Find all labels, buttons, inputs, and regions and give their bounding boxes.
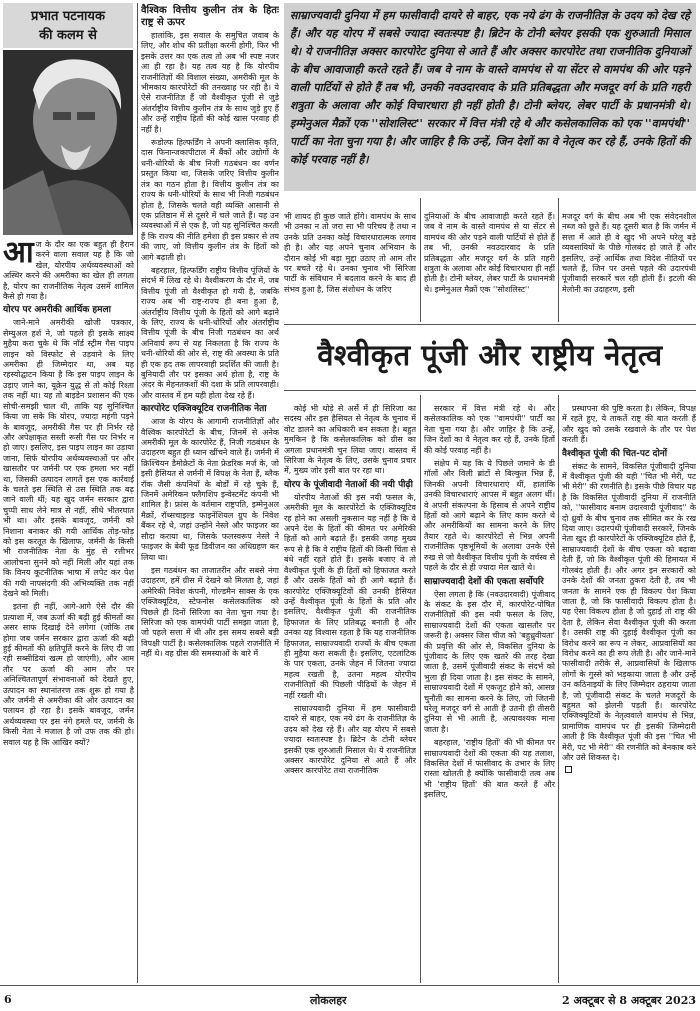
paragraph: जाने-माने अमरीकी खोजी पत्रकार, सेम्युअल हर्श ने, जो पहले ही इसके साक्ष्य मुहैया करा चुके थे कि नॉर्ड स्ट्रीम गैस पाइप लाइन को विस्फोट से उड़वाने के लिए अमरीका ही जिम्मेदार था, अब यह रहस्योद्घाटन किया है कि इस पाइप लाइन के उड़ाए जाने का, यूक्रेन युद्ध से तो कोई रिश्ता तक नहीं था। यह तो बाइडेन प्रशासन की एक सोची-समझी चाल थी, ताकि यह सुनिश्चित किया जा सके कि योरप, ज्यादा महंगी पड़ने के बावजूद, अमरीकी गैस पर ही निर्भर रहे और अपेक्षाकृत सस्ती रूसी गैस पर निर्भर न हो जाए। इसलिए, इस पाइप लाइन का उड़ाया जाना, सिर्फ योरपीय अर्थव्यवस्थाओं पर और खासतौर पर जर्मनी पर एक हमला भर नहीं था, जिसकी उत्पादन लागतें इस एक कार्रवाई के चलते इस स्थिति से उस स्थिति तक बढ़ जाने वाली थीं; यह खुद जर्मन सरकार द्वारा चुप्पी साध लेने मात्र से नहीं, सीधे भीतरघात भी था। और इसके बावजूद, जर्मनी को निशाना बनाकर की गयी आर्थिक तोड़-फोड़ को इस करतूत के खिलाफ, जर्मनी के किसी भी राजनीतिक नेता के मुंह से रत्तीभर आलोचना सुनने को नहीं मिली और यहां तक कि विनय कूटनीतिक भाषा में लपेट कर पेश की गयी नापसंदगी की अभिव्यक्ति तक नहीं देखने को मिली। bbox=[3, 318, 134, 598]
issue-date: 2 अक्टूबर से 8 अक्टूबर 2023 bbox=[562, 994, 696, 1007]
paragraph: ऐसा लगता है कि (नवउदारवादी) पूंजीवाद के संकट के इस दौर में, कारपोरेट-पोषित राजनीतिज्ञों की इस नयी फसल के लिए, साम्राज्यवादी देशों की एकता खासतौर पर जरूरी है। अक्सर जिस चीज को 'बहुध्रुवीयता' की प्रवृत्ति की ओर से, विकसित दुनिया के पूंजीवाद के लिए एक खतरे की तरह देखा जाता है, उसमें पूंजीवादी संकट के संदर्भ को भुला ही दिया जाता है। इस संकट के सामने, साम्राज्यवादी देशों में एकजुट होने को, आसन्न चुनौती का सामना करने के लिए, जो जितनी घरेलू मजदूर वर्ग से आती है उतनी ही तीसरी दुनिया से भी आती है, अत्यावश्यक माना जाता है। bbox=[424, 589, 555, 734]
paragraph: संक्षेप में यह कि ये पिछले जमाने के डी गॉलों और विली ब्रांटों से बिल्कुल भिन्न हैं, जिनकी अपनी विचारधाराएं थीं, हालांकि उनकी विचारधाराएं आपस में बहुत अलग थीं। वे अपनी संकल्पना के हिसाब से अपने राष्ट्रीय हितों को आगे बढ़ाने के लिए काम करते थे और अमरीकियों का सामना करने के लिए तैयार रहते थे। कारपोरेटों से भिन्न अपनी राजनीतिक पृष्ठभूमियों के अलावा उनके ऐसे रुख से जो वैश्वीकृत वित्तीय पूंजी के वर्चस्व से पहले के दौर से ही ज्यादा मेल खाते थे। bbox=[424, 459, 555, 573]
pull-quote: साम्राज्यवादी दुनिया में हम फासीवादी दायरे से बाहर, एक नये ढंग के राजनीतिज्ञ के उदय को देख रहे हैं। और यह योरप में सबसे ज्यादा स्वतःस्पष्ट है। ब्रिटेन के टोनी ब्लेयर इसकी एक शुरुआती मिसाल थे। ये राजनीतिज्ञ अक्सर कारपोरेट दुनिया से आते हैं और अक्सर कारपोरेट तथा राजनीतिक दुनियाओं के बीच आवाजाही करते रहते हैं। जब वे नाम के वास्ते वामपंथ से या सेंटर से वामपंथ की ओर पड़ने वाली पार्टियों से होते हैं तब भी, उनकी नवउदारवाद के प्रति प्रतिबद्धता और मजदूर वर्ग के प्रति गहरी शत्रुता के अलावा और कोई विचारधारा ही नहीं होती है। टोनी ब्लेयर, लेबर पार्टी के प्रधानमंत्री थे। इम्मेनुअल मैक्रों एक ''सोशलिस्ट'' सरकार में वित्त मंत्री रहे थे और कसेलकालिक को एक ''वामपंथी'' पार्टी का नेता चुना गया है। और जाहिर है कि उन्हें, जिन देशों का वे नेतृत्व कर रहे हैं, उनके हितों की कोई परवाह नहीं है। bbox=[284, 3, 696, 191]
portrait-image bbox=[3, 50, 133, 235]
end-mark-icon bbox=[565, 766, 572, 773]
author-byline: की कलम से bbox=[39, 28, 97, 43]
paragraph: कोई भी थोड़े से अर्से में ही सिरिजा का सदस्य और इस हैसियत से नेतृत्व के चुनाव में वोट डालने का अधिकारी बन सकता है। बहुत मुमकिन है कि कसेलकालिक को ग्रीस का अगला प्रधानमंत्री चुन लिया जाए। वास्तव में सिरिजा के नेतृत्व के लिए, उसके चुनाव प्रचार में, मुख्य जोर इसी बात पर रहा था। bbox=[284, 404, 416, 476]
author-box bbox=[3, 3, 133, 48]
paragraph: इस गठबंधन का ताजातरीन और सबसे नंगा उदाहरण, हमें ग्रीस में देखने को मिलता है, जहां अमेरिकी निवेश कंपनी, गोल्डमैन साक्स के एक एक्जिक्यूटिव, स्टेफनोस कसेलकालिक को पिछले ही दिनों सिरिजा का नेता चुना गया है। सिरिजा को एक वामपंथी पार्टी समझा जाता है, जो पहले सत्ता में थी और इस समय सबसे बड़ी विपक्षी पार्टी है। कसेलकालिक पहले राजनीति में नहीं थे। वह ग्रीस की समस्याओं के बारे में bbox=[141, 565, 279, 659]
paragraph: संकट के सामने, विकसित पूंजीवादी दुनिया में वैश्वीकृत पूंजी की यही ''चित भी मेरी, पट भी मेरी'' की रणनीति है। इसके पीछे विचार यह है कि विकसित पूंजीवादी दुनिया में राजनीति को, ''फासीवाद बनाम उदारवादी पूंजीवाद'' के दो ध्रुवों के बीच चुनाव तक सीमित कर के रख दिया जाए। उदारपंथी पूंजीवादी सरकारें, जिनके नेता खुद ही कारपोरेटों के एक्जिक्यूटिव होते हैं, साम्राज्यवादी देशों के बीच एकता को बढ़ावा देती हैं, जो कि वैश्वीकृत पूंजी की हिमायत में गोलबंद होती हैं। और अगर इन सरकारों को उनके देशों की जनता ठुकरा देती है, तब भी जनता के सामने एक ही विकल्प पेश किया जाता है, जो कि फासीवादी विकल्प होता है। यह ऐसा विकल्प होता है जो दुहाई तो राष्ट्र की देता है, लेकिन सेवा वैश्वीकृत पूंजी की करता है। उसकी राष्ट्र की दुहाई वैश्वीकृत पूंजी का विरोध करने का रूप न लेकर, आप्रवासियों का विरोध करने का ही रूप लेती है। और जाने-माने फासीवादी तरीके से, आप्रवासियों के खिलाफ लोगों के गुस्से को भड़काया जाता है और उन्हें उन कठिनाइयों के लिए जिम्मेदार ठहराया जाता है, जो पूंजीवादी संकट के चलते मजदूरों के बहुमत को झेलनी पड़ती हैं। कारपोरेट एक्जिक्यूटिवों के नेतृत्ववाले वामपंथ से भिन्न, प्रामाणिक वामपंथ पर ही इसकी जिम्मेदारी आती है कि वैश्वीकृत पूंजी की इस ''चित भी मेरी, पट भी मेरी'' की रणनीति को बेनकाब करे और उसे शिकस्त दे। bbox=[562, 461, 696, 762]
paragraph: इतना ही नहीं, आगे-आगे ऐसे दौर की प्रत्याशा में, जब ऊर्जा की बढ़ी हुई कीमतों का असर साफ दिखाई देने लगेगा (जोकि तब होगा जब जर्मन सरकार द्वारा ऊर्जा की बढ़ी हुई कीमतों की क्षतिपूर्ति करने के लिए दी जा रही सब्सीडियां खत्म हो जाएंगी), और आम तौर पर ऊर्जा की आम तौर पर अनिश्चिततापूर्ण संभावनाओं को देखते हुए, उत्पादन का स्थानांतरण तक शुरू हो गया है और जर्मनी से अमरीका की ओर उत्पादन का पलायन हो रहा है। इसके बावजूद, जर्मन अर्थव्यवस्था पर इस नंगे हमले पर, जर्मनी के किसी नेता ने मजाल है जो उफ तक की हो। सवाल यह है कि आखिर क्यों? bbox=[3, 602, 134, 747]
subhead-imperialist-unity: साम्राज्यवादी देशों की एकता सर्वोपरि bbox=[424, 576, 544, 587]
paragraph: हालांकि, इस सवाल के समुचित जवाब के लिए, और शोध की प्रतीक्षा करनी होगी, फिर भी इसके उत्तर का एक तत्व तो अब भी स्पष्ट नजर आ ही रहा है। यह तत्व यह है कि योरपीय राजनीतिज्ञों की विशाल संख्या, अमरीकी मूल के भीमकाय कारपोरेटों की तनख्वाह पर रही है। ये ऐसे राजनीतिज्ञ हैं जो वैश्वीकृत पूंजी से जुड़े अंतर्राष्ट्रीय वित्तीय कुलीन तंत्र के साथ जुड़े हुए हैं और उन्हें राष्ट्रीय हितों की कोई खास परवाह ही नहीं है। bbox=[141, 31, 279, 134]
subhead-heads-and-tails: वैश्वीकृत पूंजी की चित-पट दोनों bbox=[562, 448, 668, 459]
page-number: 6 bbox=[4, 993, 12, 1006]
article-headline: वैश्वीकृत पूंजी और राष्ट्रीय नेतृत्व bbox=[317, 338, 663, 372]
column-5-body bbox=[562, 404, 696, 984]
column-4-body bbox=[424, 404, 555, 984]
column-2-body bbox=[141, 3, 279, 983]
paragraph: योरपीय नेताओं की इस नयी फसल के, अमरीकी मूल के कारपोरेटों के एक्जिक्यूटिव रह होने का असली नुकसान यह नहीं है कि वे अपने देश के हितों की कीमत पर अमेरिकी हितों को आगे बढ़ाते हैं। इसकी जगह मुख्य रूप से है कि वे राष्ट्रीय हितों की किसी चिंता से बंधे नहीं रहते होते हैं। इसके बजाए वे तो वैश्वीकृत पूंजी के ही हितों को हिफाजत करते हैं और उसके हितों को ही आगे बढ़ाते हैं। कारपोरेट एक्जिक्यूटिवों की उनकी हैसियत उन्हें वैश्वीकृत पूंजी के हितों के प्रति और इसलिए, वैश्वीकृत पूंजी की राजनीतिक हिफाजत के लिए प्रतिबद्ध बनाती है और उनका यह विश्वास रहता है कि यह राजनीतिक हिफाजत, साम्राज्यवादी राज्यों के बीच एकता ही मुहैया करा सकती है। इसलिए, एटलांटिक के पार एकता, उनके जेहन में जितना ज्यादा महत्व रखती है, उतना महत्व योरपीय राजनीतिज्ञों की पिछली पीढ़ियों के जेहन में नहीं रखती थी। bbox=[284, 492, 416, 700]
subhead-europe-attack: योरप पर अमरीकी आर्थिक हमला bbox=[3, 305, 111, 316]
paragraph: रूडोल्फ हिल्फर्डिंग ने अपनी क्लासिक कृति, दास फिनान्जकापीटाल में बैंकों और उद्योगों के धनी-धोरियों के बीच निजी गठबंधन का वर्णन प्रस्तुत किया था, जिसके जरिए वित्तीय कुलीन तंत्र का गठन होता है। वित्तीय कुलीन तंत्र का राज्य के धनी-धोरियों के साथ भी निजी गठबंधन होता है, जिसके चलते वही व्यक्ति आसानी से एक प्रतिष्ठान में से दूसरे में चले जाते हैं। यह उन व्यवस्थाओं में से एक है, जो यह सुनिश्चित करती हैं कि राज्य की नीति हमेशा ही इस प्रकार से तय की जाए, जो वित्तीय कुलीन तंत्र के हितों को आगे बढ़ाती हो। bbox=[141, 138, 279, 262]
column-5-top: मजदूर वर्ग के बीच अब भी एक संवेदनशील नब्ज को छूते हैं। यह दूसरी बात है कि जर्मन में सत्ता में आते ही वे खुद भी अपने घरेलू बड़े व्यवसायियों के पीछे गोलबंद हो जाते हैं और इसलिए, उन्हें आर्थिक तथा विदेश नीतियों पर चलते हैं, जिन पर उनसे पहले की उदारपंथी पूंजीवादी सरकारें चल रही होती हैं। इटली की मेलोनी का उदाहरण, इसी bbox=[562, 212, 696, 294]
paragraph: सरकार में वित्त मंत्री रहे थे। और कसेलकालिक को एक ''वामपंथी'' पार्टी का नेता चुना गया है। और जाहिर है कि उन्हें, जिन देशों का वे नेतृत्व कर रहे हैं, उनके हितों की कोई परवाह नहीं है। bbox=[424, 404, 555, 455]
paragraph: बहरहाल, हिल्फर्डिंग राष्ट्रीय वित्तीय पूंजियों के संदर्भ में लिख रहे थे। वैश्वीकरण के दौर में, जब वित्तीय पूंजी तो वैश्वीकृत हो गयी है, जबकि राज्य अब भी राष्ट्र-राज्य ही बना हुआ है, अंतर्राष्ट्रीय वित्तीय पूंजी के हितों को आगे बढ़ाने के लिए, राज्य के धनी-धोरियों और अंतर्राष्ट्रीय वित्तीय पूंजी के बीच निजी गठबंधन का अर्थ अनिवार्य रूप से यह निकलता है कि राज्य के धनी-धोरियों की ओर से, राष्ट्र की अवस्था के प्रति ही एक हद तक लापरवाही प्रदर्शित की जाती है। बुनियादी तौर पर इसका अर्थ होता है, राष्ट्र के अंदर के मेहनतकशों की दशा के प्रति लापरवाही। और वास्तव में हम यही होता देख रहे हैं। bbox=[141, 265, 279, 400]
subhead-oligarchy: वैश्विक वित्तीय कुलीन तंत्र के हितः राष्ट्र से ऊपर bbox=[141, 5, 279, 28]
column-3-body bbox=[284, 404, 416, 984]
paragraph: बहरहाल, 'राष्ट्रीय हितों' की भी कीमत पर साम्राज्यवादी देशों की एकता की यह तलाश, विकसित देशों में फासीवाद के उभार के लिए रास्ता खोलती है क्योंकि फासीवादी तत्व अब भी 'राष्ट्रीय हितों' की बात करते हैं और इसलिए, bbox=[424, 738, 555, 800]
column-rule bbox=[420, 395, 421, 983]
column-4-top: दुनियाओं के बीच आवाजाही करते रहते हैं। जब वे नाम के वास्ते वामपंथ से या सेंटर से वामपंथ की ओर पड़ने वाली पार्टियों से होते हैं तब भी, उनकी नवउदारवाद के प्रति प्रतिबद्धता और मजदूर वर्ग के प्रति गहरी शत्रुता के अलावा और कोई विचारधारा ही नहीं होती है। टोनी ब्लेयर, लेबर पार्टी के प्रधानमंत्री थे। इम्मेनुअल मैक्रों एक ''सोशलिस्ट'' bbox=[424, 212, 555, 294]
drop-cap: आ bbox=[3, 240, 34, 270]
column-rule bbox=[420, 198, 421, 322]
paragraph: आज के योरप के आगामी राजनीतिज्ञों और वैश्विक कारपोरेटों के बीच, जिनमें से अनेक अमरीकी मूल के कारपोरेट हैं, निजी गठबंधन के उदाहरण बहुत ही ध्यान खींचने वाले हैं। जर्मनी में क्रिश्चियन डैमोक्रेटों के नेता फ्रेडरिक मर्ज के, जो इसी हैसियत से जर्मनी में विपक्ष के नेता हैं, ब्लैक रॉक जैसी कंपनियों के बोर्डों में रहे चुके हैं, जिनमें अमेरिकन फ्लैगशिप इन्वेस्टमेंट कंपनी भी शामिल है। फ्रांस के वर्तमान राष्ट्रपति, इम्मेनुअल मैक्रों, रॉथ्सचाइल्ड फाइनेंशियल ग्रुप के निवेश बैंकर रहे थे, जहां उन्होंने नेस्ले और फाइजर का सौदा कराया था, जिसके फलस्वरूप नेस्ले ने फाइजर के बेबी फूड डिवीजन का अधिग्रहण कर लिया था। bbox=[141, 417, 279, 562]
subhead-corporate-executives: कारपोरेट एक्जिक्यूटिव राजनीतिक नेता bbox=[141, 404, 267, 415]
paragraph: प्रस्थापना की पुष्टि करता है। लेकिन, विपक्ष में रहते हुए, ये ताकतें राष्ट्र की बात करती हैं और खुद को उसके रखवाले के तौर पर पेश करती हैं। bbox=[562, 404, 696, 445]
lead-paragraph: ज के दौर का एक बहुत ही हैरान करने वाला सवाल यह है कि जो खेल, योरपीय अर्थव्यवस्थाओं को अस्थिर करने की अमरीका का खेल ही लगता है, योरप का राजनीतिक नेतृत्व उसमें शामिल कैसे हो गया है। bbox=[3, 240, 134, 302]
subhead-new-generation: योरप के पूंजीवादी नेताओं की नयी पीढ़ी bbox=[284, 479, 413, 490]
author-portrait bbox=[3, 50, 133, 235]
publication-name: लोकलहर bbox=[310, 994, 347, 1007]
column-rule bbox=[558, 395, 559, 983]
column-rule bbox=[137, 3, 138, 983]
column-1-body bbox=[3, 240, 134, 984]
headline-rule-bottom bbox=[284, 390, 696, 391]
column-rule bbox=[558, 198, 559, 322]
author-name: प्रभात पटनायक bbox=[31, 9, 105, 24]
paragraph: साम्राज्यवादी दुनिया में हम फासीवादी दायरे से बाहर, एक नये ढंग के राजनीतिज्ञ के उदय को देख रहे हैं। और यह योरप में सबसे ज्यादा स्वतःस्पष्ट है। ब्रिटेन के टोनी ब्लेयर इसकी एक शुरुआती मिसाल थे। ये राजनीतिज्ञ अक्सर कारपोरेट दुनिया से आते हैं और अक्सर कारपोरेट तथा राजनीतिक bbox=[284, 703, 416, 776]
page-footer bbox=[0, 986, 700, 1011]
column-3-top: भी शायद ही कुछ जाते होंगे। वामपंथ के साथ भी उनका न तो जरा सा भी परिचय है तथा न उनके प्रति उनका कोई विचारधारात्मक लगाव ही है। और यह अपने चुनाव अभियान के दौरान कोई भी बड़ा मुद्दा उठाए तो आम तौर पर बचते रहे थे। उनका चुनाव भी सिरिजा पार्टी के संविधान में बदलाव करने के बाद ही संभव हुआ है, जिस संशोधन के जरिए bbox=[284, 212, 416, 294]
